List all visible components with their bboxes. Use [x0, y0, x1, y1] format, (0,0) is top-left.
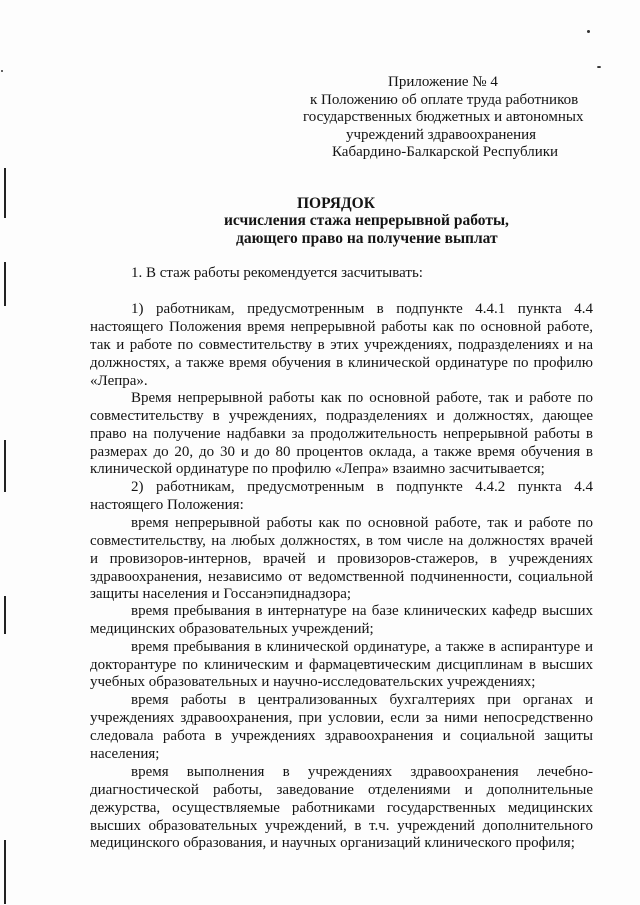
scan-speck [1, 70, 3, 72]
paragraph-line: настоящего Положения: [90, 497, 244, 513]
annex-line: учреждений здравоохранения [346, 127, 537, 143]
paragraph-line: 2) работникам, предусмотренным в подпункте 4.4.2 пункта 4.4 [131, 479, 593, 495]
title-subtitle: дающего право на получение выплат [236, 230, 498, 247]
scan-edge-mark [4, 262, 6, 306]
paragraph-line: так и работе по совместительству в этих учреждениях, подразделениях и на [90, 337, 593, 353]
paragraph-line: право на получение надбавки за продолжительность непрерывной работы в [90, 426, 593, 442]
paragraph-line: здравоохранения, независимо от ведомственной подчиненности, социальной [90, 569, 593, 585]
paragraph-line: «Лепра». [90, 373, 148, 389]
annex-line: к Положению об оплате труда работников [310, 92, 579, 108]
paragraph-line: клинической ординатуре по профилю «Лепра» взаимно засчитывается; [90, 461, 545, 477]
title-main: ПОРЯДОК [297, 195, 375, 212]
paragraph-line: 1) работникам, предусмотренным в подпункте 4.4.1 пункта 4.4 [131, 301, 593, 317]
scan-speck [597, 66, 601, 68]
scan-edge-mark [4, 168, 6, 218]
paragraph-line: время работы в централизованных бухгалтериях при органах и [131, 692, 593, 708]
annex-line: государственных бюджетных и автономных [303, 109, 584, 125]
title-subtitle: исчисления стажа непрерывной работы, [224, 212, 509, 229]
paragraph-line: высших образовательных учреждений, в т.ч. учреждений дополнительного [90, 818, 593, 834]
scan-edge-mark [4, 596, 6, 634]
paragraph-line: и провизоров-интернов, врачей и провизоров-стажеров, в учреждениях [90, 551, 593, 567]
paragraph-line: медицинского образования, и научных организаций клинического профиля; [90, 835, 575, 851]
paragraph-line: следовала работа в учреждениях здравоохранения и социальной защиты [90, 728, 593, 744]
paragraph-line: должностях, а также время обучения в клинической ординатуре по профилю [90, 355, 593, 371]
paragraph-line: защиты населения и Госсанэпиднадзора; [90, 586, 352, 602]
paragraph-line: диагностической работы, заведование отделениями и дополнительные [90, 782, 593, 798]
scan-edge-mark [4, 840, 6, 904]
paragraph-line: совместительству, на любых должностях, в том числе на должностях врачей [90, 533, 593, 549]
paragraph-line: время пребывания в интернатуре на базе клинических кафедр высших [131, 603, 593, 619]
paragraph-line: настоящего Положения время непрерывной работы как по основной работе, [90, 319, 593, 335]
paragraph-line: время выполнения в учреждениях здравоохранения лечебно- [131, 764, 593, 780]
annex-number: Приложение № 4 [388, 74, 498, 90]
paragraph-line: учреждениях здравоохранения, при условии, если за ними непосредственно [90, 710, 593, 726]
paragraph-line: дежурства, осуществляемые работниками государственных медицинских [90, 800, 593, 816]
paragraph-line: размерах до 20, до 30 и до 80 процентов оклада, а также время обучения в [90, 444, 593, 460]
paragraph-line: совместительству в учреждениях, подразделениях и должностях, дающее [90, 408, 593, 424]
paragraph-line: Время непрерывной работы как по основной работе, так и работе по [131, 390, 593, 406]
paragraph-line: медицинских образовательных учреждений; [90, 621, 374, 637]
scan-edge-mark [4, 440, 6, 492]
annex-line: Кабардино-Балкарской Республики [332, 144, 559, 160]
paragraph-line: учебных образовательных и научно-исследовательских учреждениях; [90, 674, 536, 690]
paragraph-line: время непрерывной работы как по основной работе, так и работе по [131, 515, 593, 531]
paragraph-line: докторантуре по клиническим и фармацевтическим дисциплинам в высших [90, 657, 593, 673]
intro-paragraph: 1. В стаж работы рекомендуется засчитывать: [131, 265, 423, 281]
scan-speck [587, 30, 590, 33]
paragraph-line: время пребывания в клинической ординатуре, а также в аспирантуре и [131, 639, 593, 655]
paragraph-line: населения; [90, 746, 160, 762]
